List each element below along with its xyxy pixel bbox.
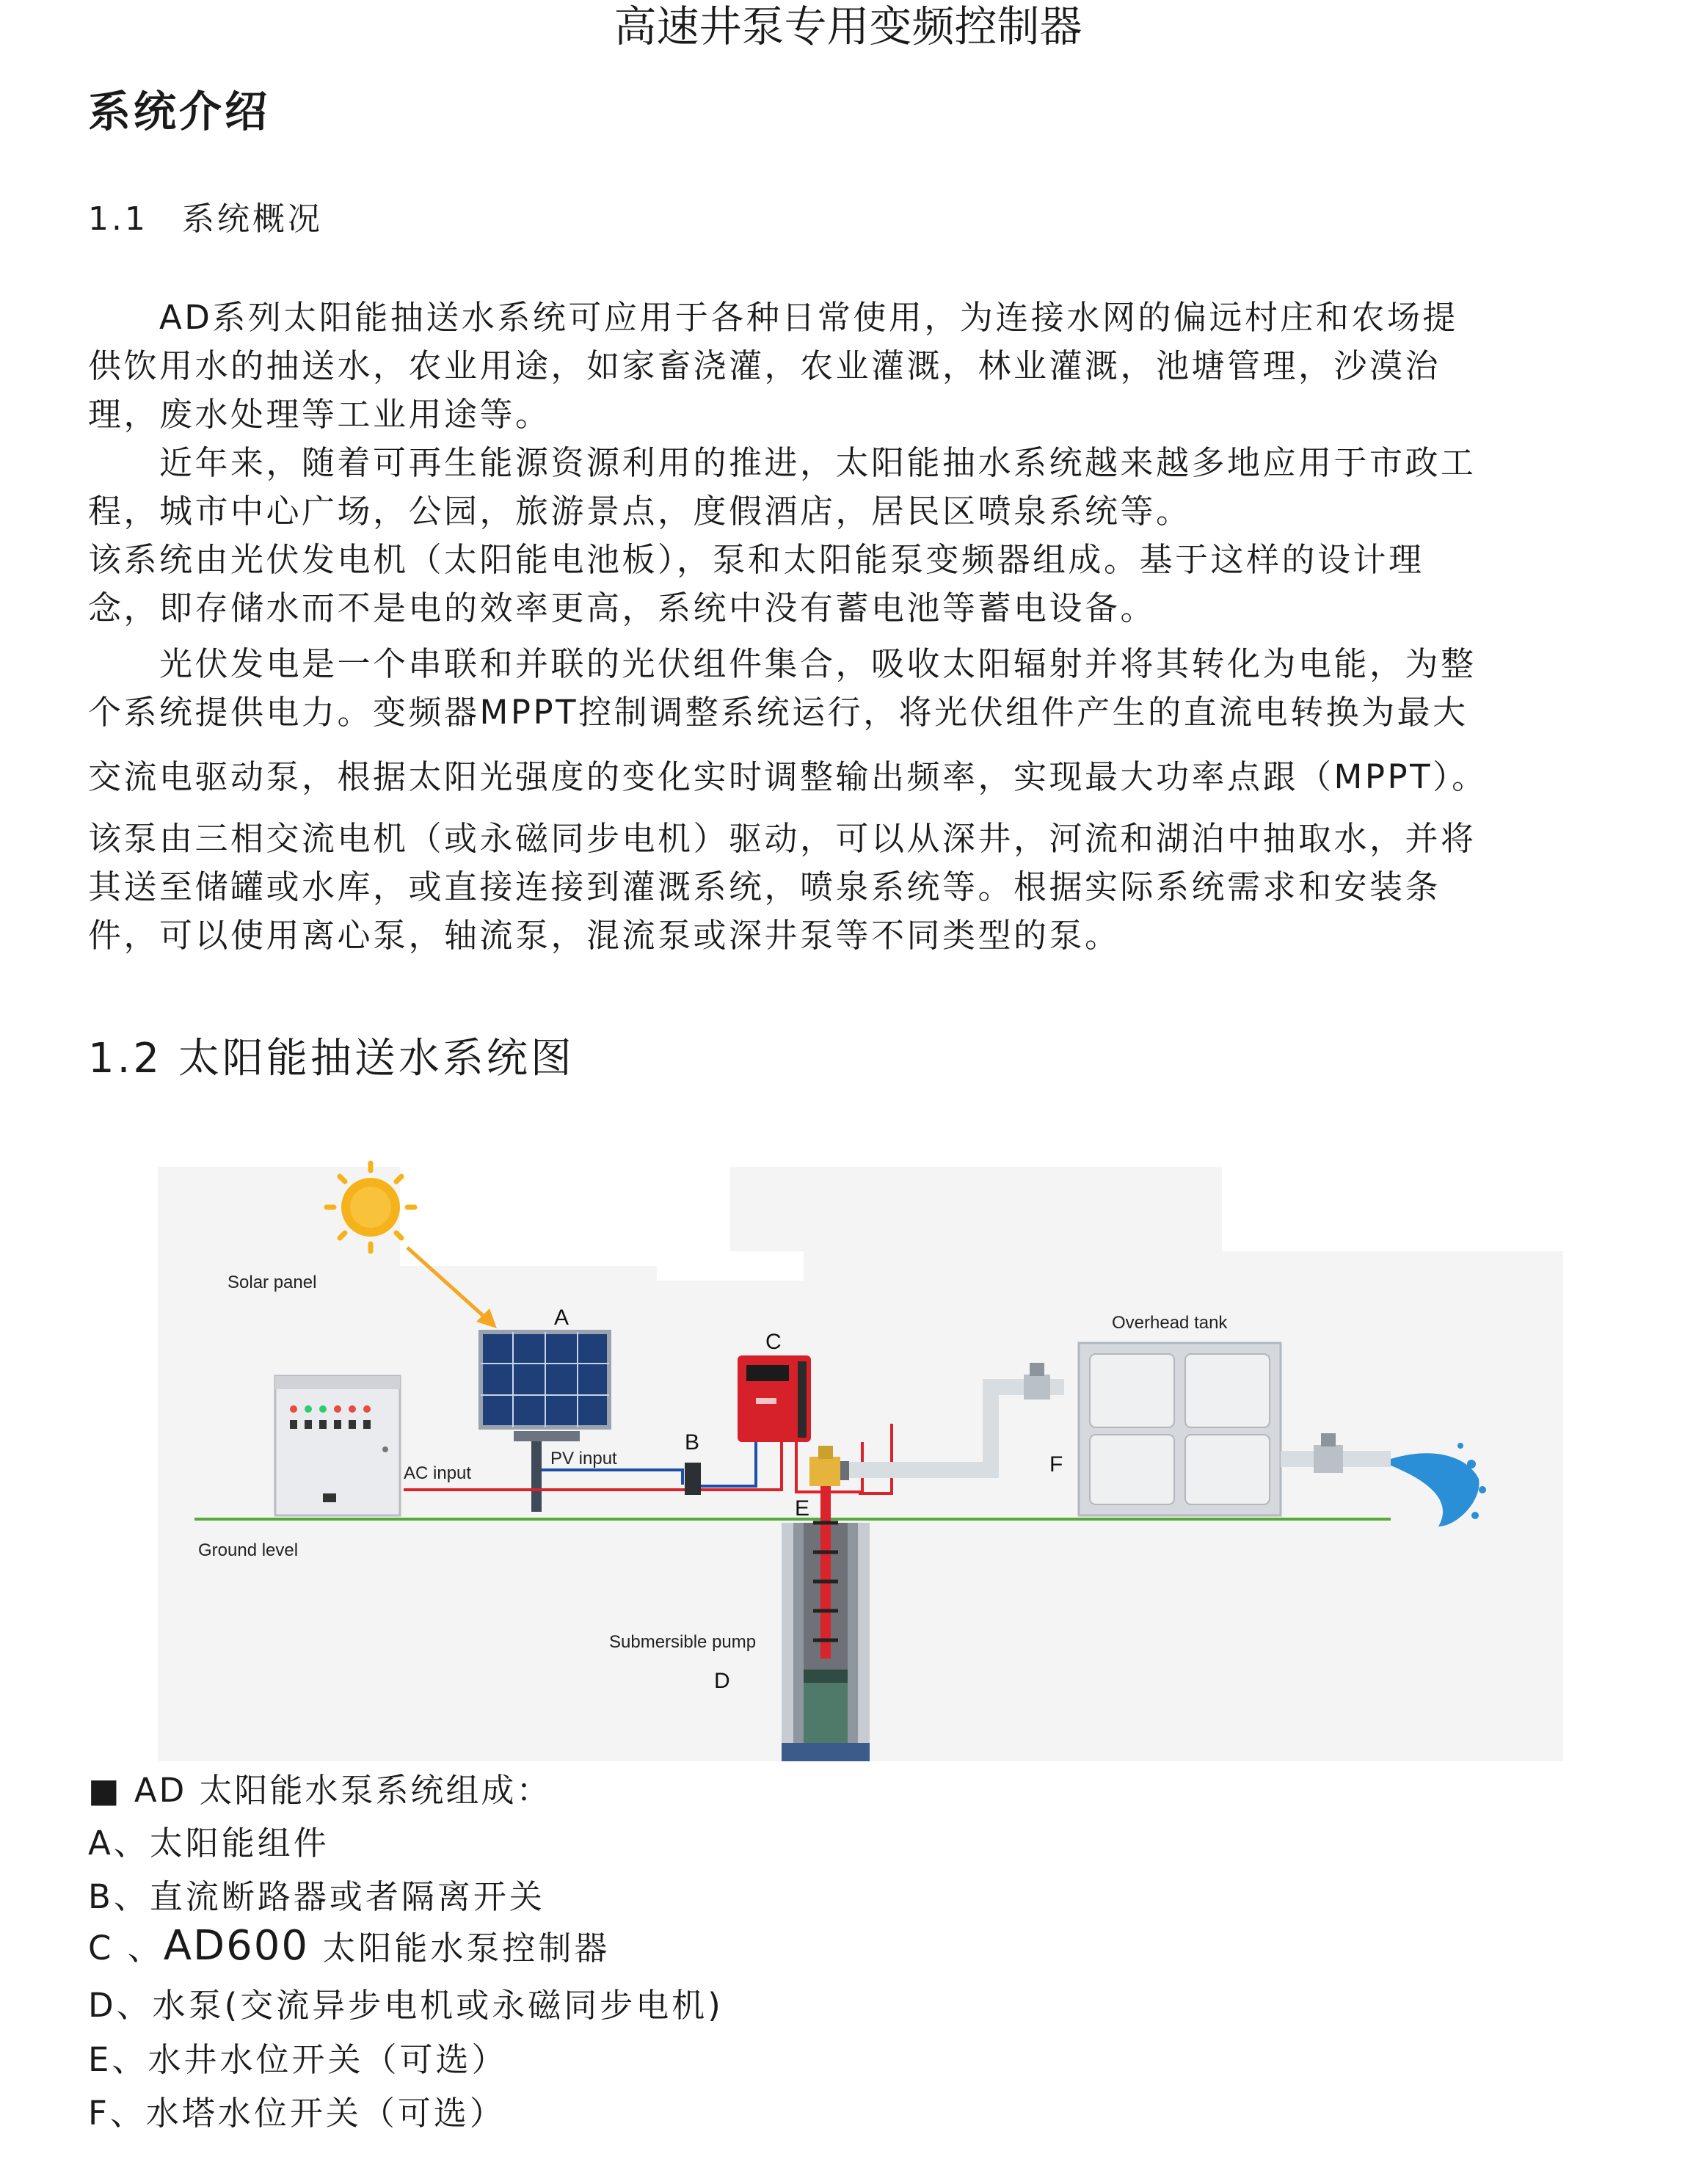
- controller-icon: [738, 1355, 811, 1442]
- diagram-notch: [657, 1251, 804, 1281]
- ac-cabinet-icon: [275, 1376, 400, 1515]
- legend-prefix: C 、: [88, 1929, 164, 1968]
- section-heading: 系统介绍: [88, 87, 271, 136]
- label-solar-panel: Solar panel: [228, 1273, 317, 1292]
- subsection-1-1-heading: [88, 192, 323, 239]
- legend-item-a: [88, 1816, 330, 1864]
- letter-b: B: [685, 1430, 700, 1455]
- paragraph-line: 该系统由光伏发电机（太阳能电池板），泵和太阳能泵变频器组成。基于这样的设计理: [88, 540, 1424, 579]
- paragraph-line: AD系列太阳能抽送水系统可应用于各种日常使用，为连接水网的偏远村庄和农场提: [88, 298, 1458, 337]
- paragraph-line: 理，废水处理等工业用途等。: [88, 395, 551, 434]
- legend-title: ■ AD 太阳能水泵系统组成：: [88, 1771, 552, 1810]
- paragraph-line: 光伏发电是一个串联和并联的光伏组件集合，吸收太阳辐射并将其转化为电能，为整: [88, 644, 1477, 683]
- document-title: 高速井泵专用变频控制器: [614, 1, 1082, 51]
- legend-text: 太阳能组件: [149, 1824, 330, 1863]
- legend-item-d: [88, 1979, 724, 2026]
- paragraph-line: 件，可以使用离心泵，轴流泵，混流泵或深井泵等不同类型的泵。: [88, 916, 1121, 955]
- legend-model: AD600: [163, 1922, 310, 1970]
- paragraph-line: 其送至储罐或水库，或直接连接到灌溉系统，喷泉系统等。根据实际系统需求和安装条: [88, 867, 1441, 906]
- letter-a: A: [554, 1306, 569, 1330]
- paragraph-line: 念，即存储水而不是电的效率更高，系统中没有蓄电池等蓄电设备。: [88, 589, 1157, 627]
- subsection-1-2-heading: [88, 1026, 575, 1085]
- paragraph-line: 个系统提供电力。变频器MPPT控制调整系统运行，将光伏组件产生的直流电转换为最大: [88, 693, 1468, 732]
- legend-text: 太阳能水泵控制器: [309, 1929, 611, 1968]
- legend-prefix: F、: [88, 2094, 146, 2133]
- paragraph-line: 该泵由三相交流电机（或永磁同步电机）驱动，可以从深井，河流和湖泊中抽取水，并将: [88, 819, 1477, 858]
- overhead-tank-icon: [1079, 1343, 1281, 1515]
- legend-text: 水井水位开关（可选）: [148, 2040, 508, 2079]
- paragraph-line: 程，城市中心广场，公园，旅游景点，度假酒店，居民区喷泉系统等。: [88, 492, 1192, 531]
- legend-item-f: [88, 2086, 506, 2134]
- legend-text: 水塔水位开关（可选）: [145, 2094, 506, 2133]
- paragraph-line: 供饮用水的抽送水，农业用途，如家畜浇灌，农业灌溉，林业灌溉，池塘管理，沙漠治: [88, 346, 1441, 385]
- diagram-notch: [400, 1156, 730, 1266]
- letter-d: D: [714, 1669, 730, 1693]
- letter-f: F: [1049, 1452, 1063, 1477]
- legend-text: 水泵(交流异步电机或永磁同步电机): [152, 1986, 724, 2025]
- legend-item-b: [88, 1870, 545, 1918]
- label-submersible-pump: Submersible pump: [609, 1632, 757, 1652]
- paragraph-line: 交流电驱动泵，根据太阳光强度的变化实时调整输出频率，实现最大功率点跟（MPPT）。: [88, 757, 1488, 796]
- subsection-number: 1.2: [88, 1035, 163, 1082]
- letter-e: E: [795, 1496, 810, 1521]
- legend-prefix: B、: [88, 1877, 150, 1916]
- label-ground-level: Ground level: [198, 1540, 299, 1560]
- legend-item-e: [88, 2033, 507, 2081]
- letter-c: C: [765, 1330, 782, 1354]
- subsection-title: 系统概况: [182, 200, 323, 238]
- legend-prefix: D、: [88, 1986, 153, 2025]
- label-ac-input: AC input: [404, 1463, 472, 1483]
- solar-pump-system-diagram: [158, 1156, 1563, 1761]
- legend-item-c: [88, 1921, 610, 1970]
- subsection-number: 1.1: [88, 200, 148, 238]
- diagram-notch: [1222, 1156, 1563, 1251]
- label-overhead-tank: Overhead tank: [1112, 1313, 1228, 1333]
- legend-text: 直流断路器或者隔离开关: [149, 1877, 545, 1916]
- legend-prefix: E、: [88, 2040, 148, 2079]
- label-pv-input: PV input: [550, 1449, 617, 1468]
- legend-prefix: A、: [88, 1824, 150, 1863]
- paragraph-line: 近年来，随着可再生能源资源利用的推进，太阳能抽水系统越来越多地应用于市政工: [88, 443, 1477, 482]
- dc-breaker-icon: [685, 1463, 701, 1495]
- subsection-title: 太阳能抽送水系统图: [178, 1035, 575, 1082]
